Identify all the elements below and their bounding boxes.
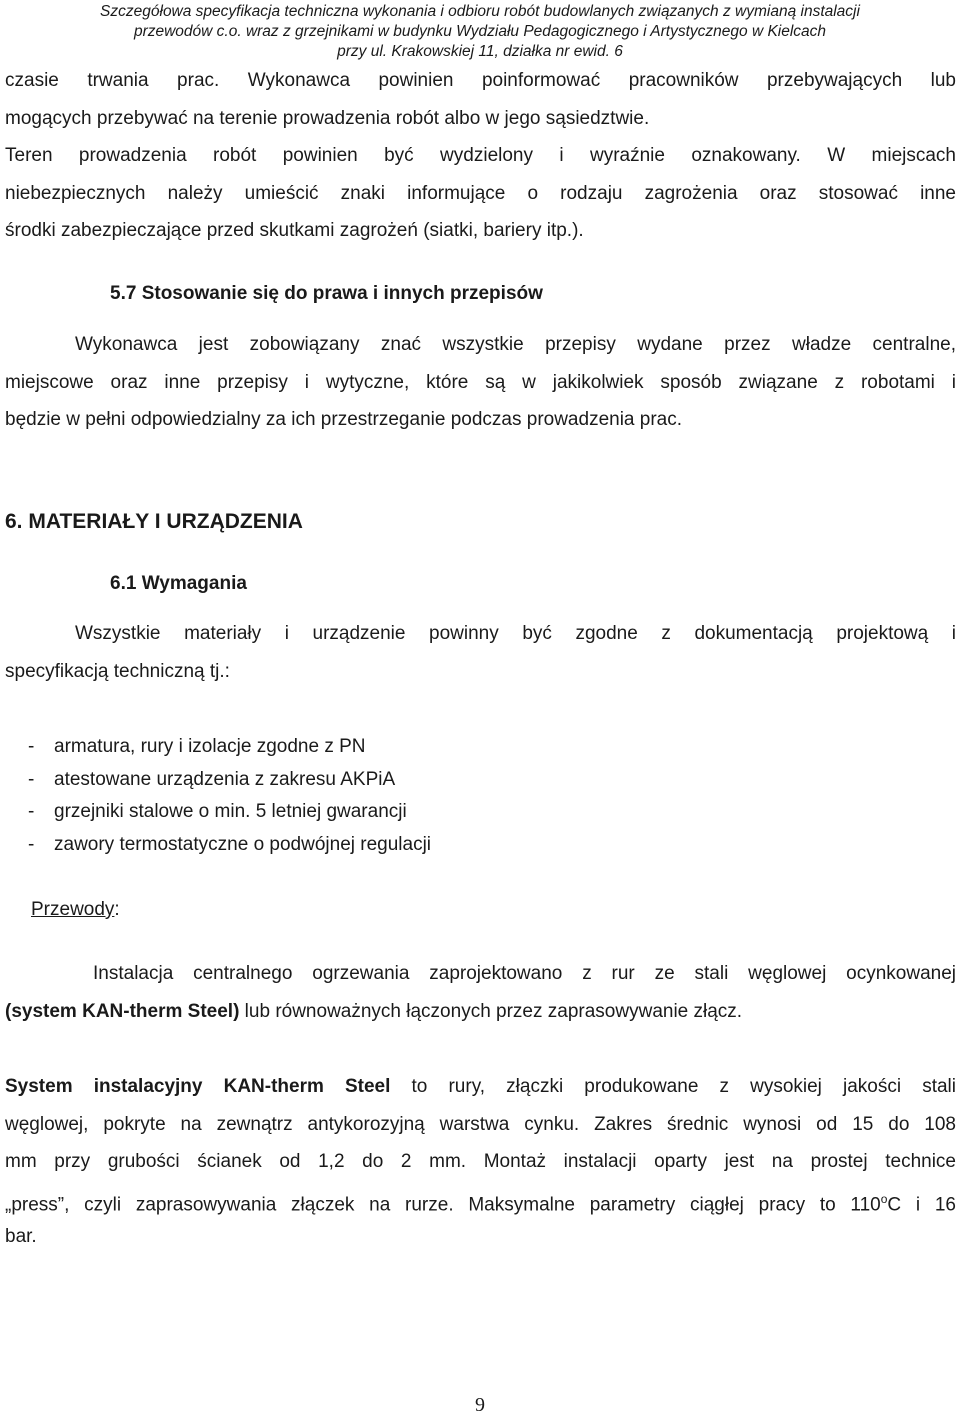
degree-superscript: o	[880, 1191, 888, 1206]
intro-line: Teren prowadzenia robót powinien być wydzielony i wyraźnie oznakowany. W miejscach	[5, 145, 956, 166]
paragraph-text: to rury, złączki produkowane z wysokiej jakości stali	[390, 1076, 956, 1097]
list-item-text: atestowane urządzenia z zakresu AKPiA	[54, 768, 396, 790]
header-line-2: przewodów c.o. wraz z grzejnikami w budynku Wydziału Pedagogicznego i Artystycznego w Kielcach	[133, 23, 827, 40]
paragraph-line: będzie w pełni odpowiedzialny za ich przestrzeganie podczas prowadzenia prac.	[5, 409, 683, 430]
header-line-1: Szczegółowa specyfikacja techniczna wykonania i odbioru robót budowlanych związanych z wymianą instalacji	[100, 3, 860, 20]
section-5-7-paragraph	[5, 326, 956, 439]
paragraph-line: Wykonawca jest zobowiązany znać wszystkie przepisy wydane przez władze centralne,	[75, 334, 956, 355]
list-item-text: grzejniki stalowe o min. 5 letniej gwarancji	[54, 801, 407, 822]
list-dash: -	[28, 833, 35, 855]
list-item	[28, 731, 431, 764]
section-6-1-heading: 6.1 Wymagania	[110, 573, 247, 594]
intro-line: niebezpiecznych należy umieścić znaki informujące o rodzaju zagrożenia oraz stosować inne	[5, 182, 956, 204]
przewody-label-text: Przewody	[31, 899, 115, 920]
page-number: 9	[475, 1394, 485, 1416]
list-item-text: zawory termostatyczne o podwójnej regulacji	[54, 833, 432, 855]
list-item	[28, 829, 431, 862]
paragraph-text: C i 16	[887, 1193, 956, 1215]
intro-line: czasie trwania prac. Wykonawca powinien poinformować pracowników przebywających lub	[5, 70, 956, 91]
paragraph-line	[5, 1068, 956, 1106]
paragraph-line: miejscowe oraz inne przepisy i wytyczne, które są w jakikolwiek sposób związane z robotami i	[5, 371, 956, 393]
paragraph-line	[5, 1181, 956, 1219]
paragraph-line: Wszystkie materiały i urządzenie powinny być zgodne z dokumentacją projektową i	[75, 623, 956, 644]
przewody-paragraph-1	[5, 955, 956, 1030]
przewody-paragraph-2	[5, 1068, 956, 1256]
paragraph-line: bar.	[5, 1226, 37, 1247]
list-dash: -	[28, 736, 35, 757]
przewody-label-colon: :	[114, 899, 120, 920]
intro-paragraph	[5, 62, 956, 250]
list-dash: -	[28, 801, 35, 822]
przewody-label	[31, 896, 120, 924]
section-5-7-heading: 5.7 Stosowanie się do prawa i innych przepisów	[110, 283, 543, 304]
paragraph-line: mm przy grubości ścianek od 1,2 do 2 mm. Montaż instalacji oparty jest na prostej technice	[5, 1151, 956, 1172]
paragraph-text: lub równoważnych łączonych przez zaprasowywanie złącz.	[239, 1000, 743, 1022]
paragraph-line: węglowej, pokryte na zewnątrz antykorozyjną warstwa cynku. Zakres średnic wynosi od 15 do 108	[5, 1113, 956, 1135]
requirements-list	[28, 731, 431, 861]
system-name-bold: System instalacyjny KAN-therm Steel	[5, 1076, 391, 1097]
intro-line: mogących przebywać na terenie prowadzenia robót albo w jego sąsiedztwie.	[5, 107, 650, 129]
paragraph-line: Instalacja centralnego ogrzewania zaprojektowano z rur ze stali węglowej ocynkowanej	[93, 963, 956, 984]
section-6-1-paragraph	[5, 615, 956, 690]
list-item	[28, 764, 431, 797]
paragraph-line: specyfikacją techniczną tj.:	[5, 660, 230, 682]
list-dash: -	[28, 768, 35, 790]
system-name-bold: (system KAN-therm Steel)	[5, 1000, 240, 1022]
header-line-3: przy ul. Krakowskiej 11, działka nr ewid. 6	[337, 43, 623, 60]
list-item	[28, 796, 431, 829]
paragraph-line	[5, 993, 956, 1031]
list-item-text: armatura, rury i izolacje zgodne z PN	[54, 736, 366, 757]
page-header	[0, 2, 960, 62]
section-6-heading: 6. MATERIAŁY I URZĄDZENIA	[5, 510, 303, 533]
paragraph-text: „press”, czyli zaprasowywania złączek na rurze. Maksymalne parametry ciągłej pracy to 110	[5, 1193, 881, 1215]
intro-line: środki zabezpieczające przed skutkami zagrożeń (siatki, bariery itp.).	[5, 220, 584, 241]
